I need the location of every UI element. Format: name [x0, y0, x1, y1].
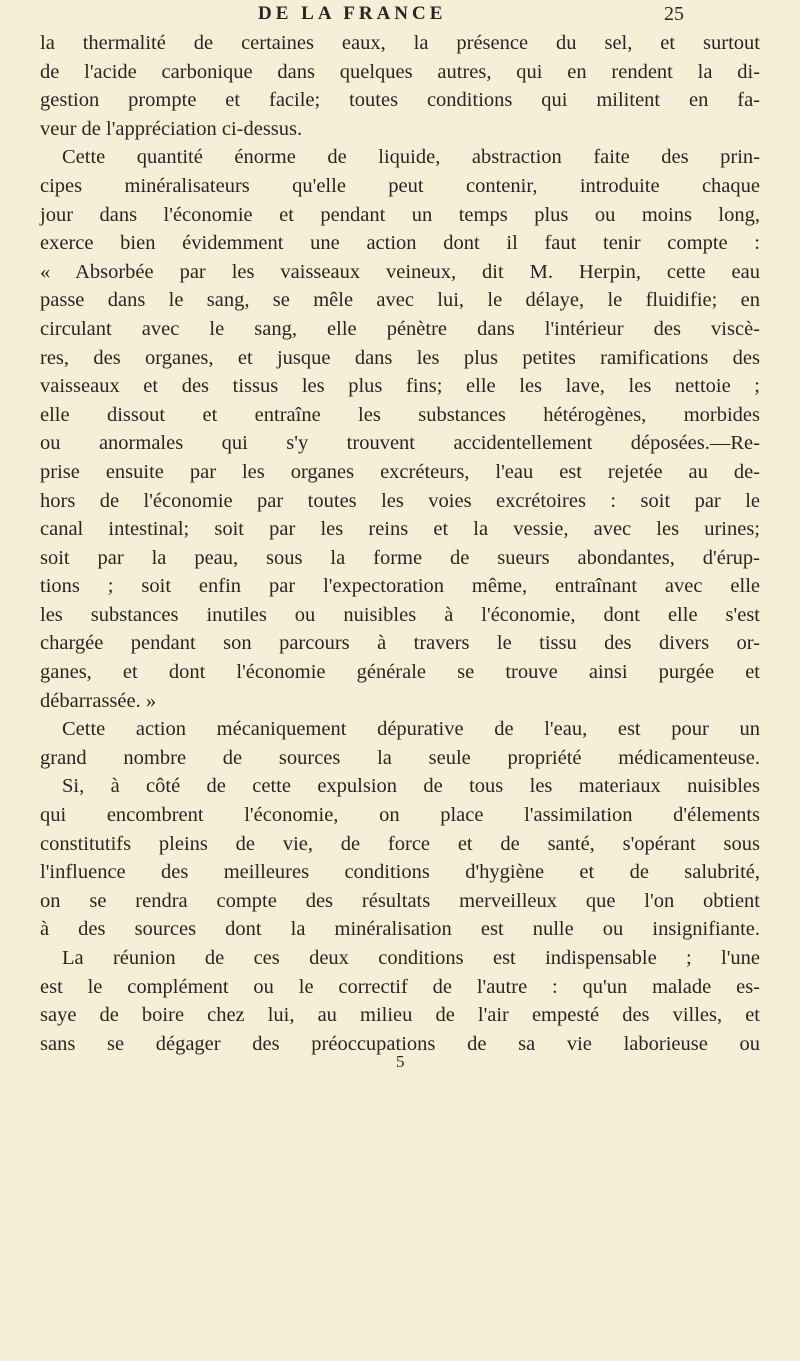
text-line: Cette quantité énorme de liquide, abstraction faite des prin- — [62, 146, 760, 169]
text-line: exerce bien évidemment une action dont il faut tenir compte : — [40, 232, 760, 255]
running-title: DE LA FRANCE — [258, 3, 447, 24]
text-line: de l'acide carbonique dans quelques autres, qui en rendent la di- — [40, 60, 760, 83]
text-line: La réunion de ces deux conditions est indispensable ; l'une — [62, 947, 760, 969]
text-line: res, des organes, et jusque dans les plus petites ramifications des — [40, 346, 760, 369]
text-line: canal intestinal; soit par les reins et la vessie, avec les urines; — [40, 518, 760, 541]
text-line: saye de boire chez lui, au milieu de l'air empesté des villes, et — [40, 1004, 760, 1027]
text-line: la thermalité de certaines eaux, la présence du sel, et surtout — [40, 32, 760, 54]
body-text — [40, 29, 760, 1058]
text-line: à des sources dont la minéralisation est nulle ou insignifiante. — [40, 918, 760, 941]
text-line: qui encombrent l'économie, on place l'assimilation d'élements — [40, 804, 760, 827]
text-line: jour dans l'économie et pendant un temps plus ou moins long, — [40, 203, 760, 226]
text-line: circulant avec le sang, elle pénètre dans l'intérieur des viscè- — [40, 317, 760, 340]
text-line: ganes, et dont l'économie générale se trouve ainsi purgée et — [40, 661, 760, 684]
text-line: grand nombre de sources la seule propriété médicamenteuse. — [40, 746, 760, 769]
running-header — [0, 0, 800, 30]
text-line: chargée pendant son parcours à travers le tissu des divers or- — [40, 632, 760, 655]
text-line: Cette action mécaniquement dépurative de l'eau, est pour un — [62, 718, 760, 741]
text-line: on se rendra compte des résultats merveilleux que l'on obtient — [40, 889, 760, 912]
text-line: constitutifs pleins de vie, de force et de santé, s'opérant sous — [40, 832, 760, 855]
text-line: les substances inutiles ou nuisibles à l'économie, dont elle s'est — [40, 603, 760, 626]
text-line: prise ensuite par les organes excréteurs, l'eau est rejetée au de- — [40, 460, 760, 483]
text-line: débarrassée. » — [40, 689, 157, 712]
text-line: cipes minéralisateurs qu'elle peut contenir, introduite chaque — [40, 174, 760, 197]
text-line: est le complément ou le correctif de l'autre : qu'un malade es- — [40, 975, 760, 998]
text-line: Si, à côté de cette expulsion de tous les materiaux nuisibles — [62, 775, 760, 798]
text-line: l'influence des meilleures conditions d'hygiène et de salubrité, — [40, 861, 760, 884]
text-line: tions ; soit enfin par l'expectoration même, entraînant avec elle — [40, 575, 760, 598]
text-line: soit par la peau, sous la forme de sueurs abondantes, d'érup- — [40, 546, 760, 569]
text-line: elle dissout et entraîne les substances hétérogènes, morbides — [40, 403, 760, 426]
text-line: gestion prompte et facile; toutes conditions qui militent en fa- — [40, 89, 760, 112]
text-line: vaisseaux et des tissus les plus fins; elle les lave, les nettoie ; — [40, 375, 760, 398]
text-line: ou anormales qui s'y trouvent accidentellement déposées.—Re- — [40, 432, 760, 455]
text-line: sans se dégager des préoccupations de sa vie laborieuse ou — [40, 1032, 760, 1055]
text-line: passe dans le sang, se mêle avec lui, le délaye, le fluidifie; en — [40, 289, 760, 312]
text-line: hors de l'économie par toutes les voies excrétoires : soit par le — [40, 489, 760, 512]
text-line: « Absorbée par les vaisseaux veineux, dit M. Herpin, cette eau — [40, 260, 760, 283]
signature-mark: 5 — [396, 1052, 405, 1071]
text-line: veur de l'appréciation ci-dessus. — [40, 117, 303, 140]
page-number: 25 — [664, 3, 684, 25]
